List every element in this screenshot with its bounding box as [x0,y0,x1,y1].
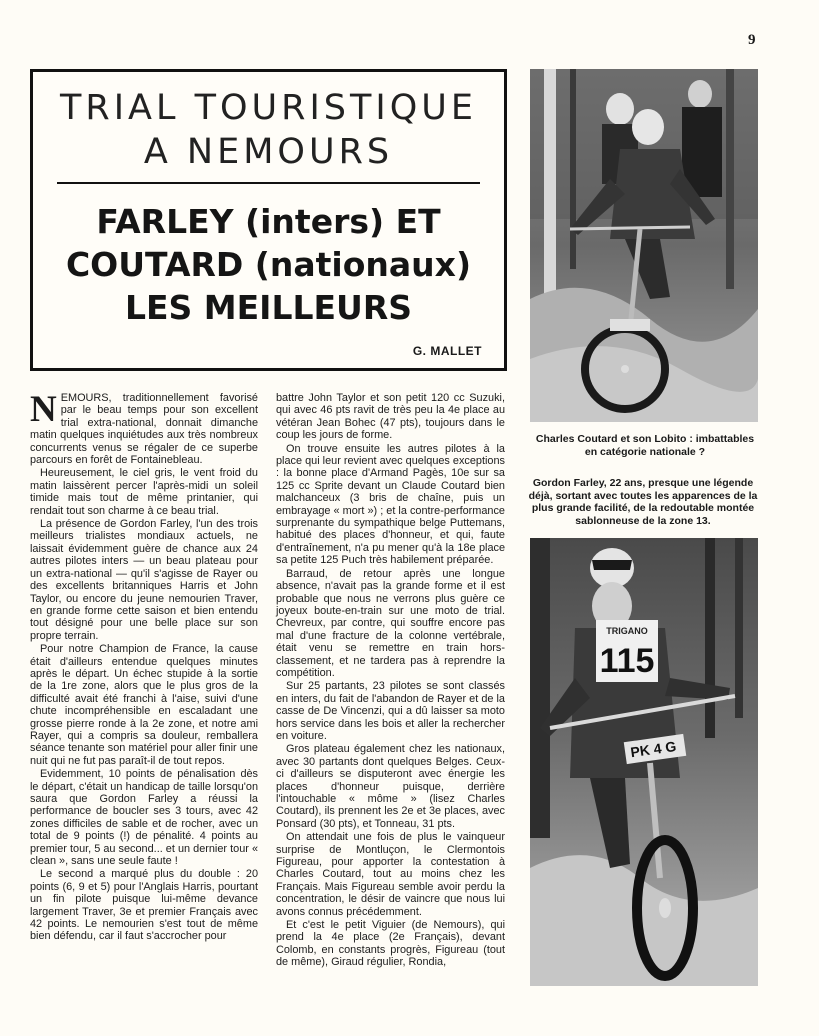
headline-line-3: LES MEILLEURS [124,288,413,327]
title-divider [57,182,480,184]
photo-caption-2: Gordon Farley, 22 ans, presque une légende déjà, sortant avec toutes les apparences de la plus grande facilité, de la redoutable montée sablonneuse de la zone 13. [528,477,758,527]
article-paragraph: Gros plateau également chez les nationaux, avec 30 partants dont quelques Belges. Ceux-ci d'ailleurs se disputeront avec énergie les places d'honneur puisque, derrière l'intouchable « môme » (lisez Charles Coutard), ils prennent les 2e et 3e places, avec Ponsard (30 pts), et Tonneau, 31 pts. [276,743,505,830]
rider-bib-number: 115 [599,642,655,680]
article-paragraph: Le second a marqué plus du double : 20 points (6, 9 et 5) pour l'Anglais Harris, pourtant un fin pilote puisque lui-même devance largement Traver, 3e et premier Français avec 42 points. Le nemourien s'est tout de même bien défendu, car il faut s'accrocher pour [30,868,258,943]
article-paragraph: battre John Taylor et son petit 120 cc Suzuki, qui avec 46 pts ravit de très peu la 4e place au vétéran Jean Bohec (47 pts), toujours dans le coup les jours de forme. [276,392,505,442]
article-paragraph: La présence de Gordon Farley, l'un des trois meilleurs trialistes mondiaux actuels, ne laissait évidemment guère de chance aux 24 autres pilotes inters — un beau plateau pour un extra-national — qu'il s'agisse de Rayer ou des excellents britanniques Harris et John Taylor, ou encore du jeune nemourien Traver, en grande forme cette saison et bien entendu tout désigné pour une belle place sur son propre terrain. [30,518,258,642]
headline-line-1: FARLEY (inters) ET [96,202,441,241]
author-byline: G. MALLET [412,344,482,358]
title-line-1: TRIAL TOURISTIQUE [60,88,477,128]
article-paragraph: Heureusement, le ciel gris, le vent froid du matin laissèrent percer l'après-midi un soleil timide mais tout de même printanier, qui rendait tout son charme à ce beau trial. [30,467,258,517]
article-paragraph [30,389,258,467]
article-column-2 [276,392,505,970]
photo-coutard-illustration [530,69,758,422]
article-paragraph: Et c'est le petit Viguier (de Nemours), qui prend la 4e place (2e Français), devant Colomb, en constants progrès, Figureau (tout de même), Giraud régulier, Rondia, [276,919,505,969]
photo-farley [530,538,758,986]
article-paragraph: Pour notre Champion de France, la cause était d'ailleurs entendue quelques minutes après le départ. Un échec stupide à la sortie de la 1re zone, alors que le plus gros de la difficulté avait été franchi à l'aise, suivi d'une chute incompréhensible en escaladant une grosse pierre ronde à la 2e zone, et notre ami Rayer, qui a compris sa douleur, remballera séance tenante son matériel pour aller finir une nuit qui ne fut pas paraît-il de tout repos. [30,643,258,767]
headline-line-2: COUTARD (nationaux) [65,245,472,284]
paragraph-text: EMOURS, traditionnellement favorisé par le beau temps pour son excellent trial extra-national, donnait dimanche matin quelques inquiétudes aux très nombreux concurrents venus se régaler de ce superbe parcours en forêt de Fontainebleau. [30,392,258,467]
page-number: 9 [748,32,756,48]
drop-cap: N [30,389,57,430]
photo-coutard-lobito [530,69,758,422]
article-paragraph: Evidemment, 10 points de pénalisation dès le départ, c'était un handicap de taille lorsqu'on saura que Gordon Farley a réussi la performance de boucler ses 3 tours, avec 42 zones difficiles de sable et de rocher, avec un total de 9 points (!) de pénalité. 4 points au premier tour, 5 au second... et un dernier tour « clean », sans une seule faute ! [30,768,258,868]
article-paragraph: Sur 25 partants, 23 pilotes se sont classés en inters, du fait de l'abandon de Rayer et de la casse de De Vincenzi, qui a dû laisser sa moto hors service dans les bois et aller la rechercher en voiture. [276,680,505,742]
rider-bib-brand: TRIGANO [606,626,648,636]
photo-caption-1: Charles Coutard et son Lobito : imbattables en catégorie nationale ? [535,433,755,458]
article-paragraph: On trouve ensuite les autres pilotes à la place qui leur revient avec quelques exceptions : la bonne place d'Armand Pagès, 10e sur sa 125 cc Sprite devant un Claude Coutard bien malchanceux (3 bris de chaîne, puis un embrayage « mort ») ; et la contre-performance surprenante du sympathique belge Puttemans, habitué des places d'honneur, et qui, faute d'entraînement, n'a pu mener qu'à la 18e place sa petite 125 Puch très habilement préparée. [276,442,505,567]
title-line-2: A NEMOURS [143,132,394,172]
article-paragraph: Barraud, de retour après une longue absence, n'avait pas la grande forme et il est probable que nous ne verrons plus guère ce joyeux boute-en-train sur une moto de trial. Chevreux, par contre, qui souffre encore pas mal d'une fracture de la colonne vertébrale, était venu se remettre en train hors-classement, et ne tardera pas à reprendre la compétition. [276,567,505,679]
title-box [30,69,507,371]
article-paragraph: On attendait une fois de plus le vainqueur surprise de Montluçon, le Clermontois Figureau, pour apporter la contestation à Charles Coutard, tout au moins chez les Français. Mais Figureau semble avoir perdu la concentration, le désir de vaincre que nous lui avons connus précédemment. [276,831,505,918]
article-column-1 [30,389,258,944]
bike-number-plate: PK 4 G [629,737,678,761]
photo-farley-illustration [530,538,758,986]
